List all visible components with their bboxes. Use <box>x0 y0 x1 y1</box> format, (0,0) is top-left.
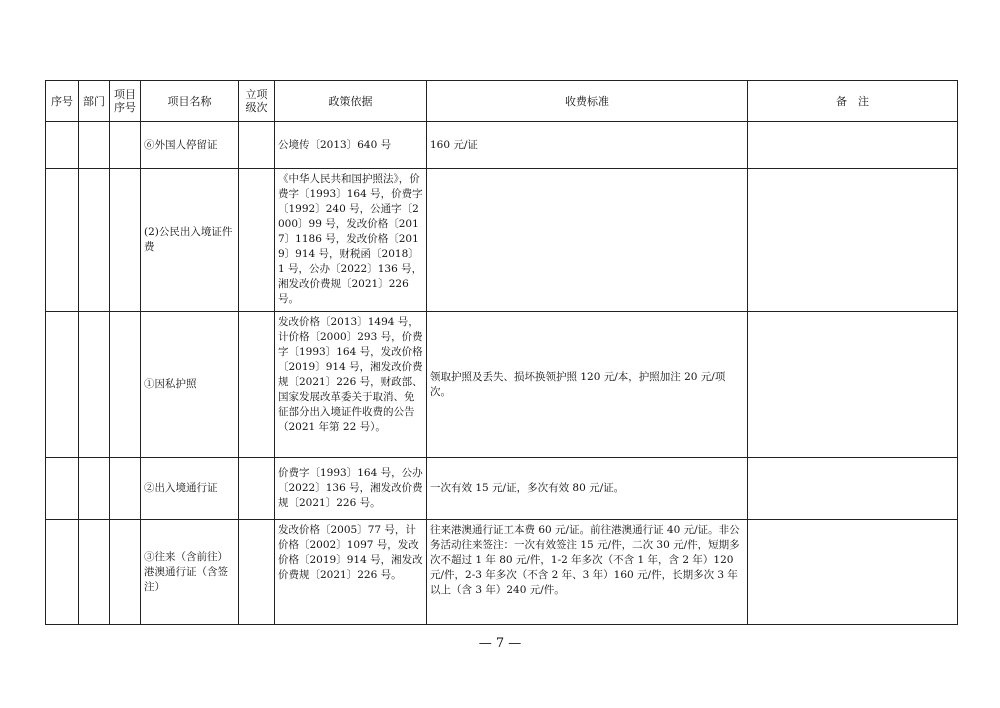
cell-fee: 160 元/证 <box>427 122 748 169</box>
header-item-name: 项目名称 <box>141 81 239 122</box>
table-row <box>46 520 958 625</box>
table-header-row <box>46 81 958 122</box>
cell-seq <box>46 312 79 458</box>
header-remarks: 备 注 <box>748 81 958 122</box>
header-policy: 政策依据 <box>275 81 427 122</box>
cell-dept <box>79 312 110 458</box>
cell-level <box>239 312 275 458</box>
cell-policy: 发改价格〔2013〕1494 号，计价格〔2000〕293 号，价费字〔1993〕164 号，发改价格〔2019〕914 号，湘发改价费规〔2021〕226 号，财政部、国家发展改革委关于取消、免征部分出入境证件收费的公告（2021 年第 22 号）。 <box>275 312 427 458</box>
header-item-seq: 项目序号 <box>110 81 141 122</box>
cell-dept <box>79 520 110 625</box>
header-seq: 序号 <box>46 81 79 122</box>
cell-item-name: (2)公民出入境证件费 <box>141 169 239 312</box>
cell-item-name: ②出入境通行证 <box>141 458 239 520</box>
cell-seq <box>46 458 79 520</box>
page-number: — 7 — <box>478 636 522 651</box>
header-fee: 收费标准 <box>427 81 748 122</box>
cell-dept <box>79 169 110 312</box>
cell-fee: 领取护照及丢失、损坏换领护照 120 元/本，护照加注 20 元/项次。 <box>427 312 748 458</box>
cell-policy: 发改价格〔2005〕77 号，计价格〔2002〕1097 号，发改价格〔2019〕914 号，湘发改价费规〔2021〕226 号。 <box>275 520 427 625</box>
cell-seq <box>46 122 79 169</box>
cell-remarks <box>748 169 958 312</box>
cell-dept <box>79 458 110 520</box>
cell-fee: 往来港澳通行证工本费 60 元/证。前往港澳通行证 40 元/证。非公务活动往来签注：一次有效签注 15 元/件，二次 30 元/件，短期多次不超过 1 年 80 元/件，1-2 年多次（不含 1 年，含 2 年）120 元/件，2-3 年多次（不含 2 年、3 年）160 元/件，长期多次 3 年以上（含 3 年）240 元/件。 <box>427 520 748 625</box>
cell-level <box>239 169 275 312</box>
cell-item-name: ⑥外国人停留证 <box>141 122 239 169</box>
cell-level <box>239 520 275 625</box>
cell-item-name: ①因私护照 <box>141 312 239 458</box>
table-row <box>46 312 958 458</box>
header-level: 立项级次 <box>239 81 275 122</box>
cell-remarks <box>748 312 958 458</box>
cell-remarks <box>748 458 958 520</box>
cell-item-seq <box>110 520 141 625</box>
cell-level <box>239 458 275 520</box>
cell-fee: 一次有效 15 元/证，多次有效 80 元/证。 <box>427 458 748 520</box>
cell-item-seq <box>110 169 141 312</box>
table-row <box>46 122 958 169</box>
cell-item-seq <box>110 312 141 458</box>
fee-standards-table <box>45 80 958 625</box>
cell-remarks <box>748 520 958 625</box>
cell-item-name: ③往来（含前往）港澳通行证（含签注） <box>141 520 239 625</box>
table-row <box>46 169 958 312</box>
header-dept: 部门 <box>79 81 110 122</box>
cell-level <box>239 122 275 169</box>
cell-seq <box>46 520 79 625</box>
cell-item-seq <box>110 122 141 169</box>
cell-seq <box>46 169 79 312</box>
cell-item-seq <box>110 458 141 520</box>
cell-policy: 《中华人民共和国护照法》，价费字〔1993〕164 号，价费字〔1992〕240 号，公通字〔2000〕99 号，发改价格〔2017〕1186 号，发改价格〔2019〕914 号，财税函〔2018〕1 号，公办〔2022〕136 号，湘发改价费规〔2021〕226 号。 <box>275 169 427 312</box>
cell-dept <box>79 122 110 169</box>
cell-policy: 公境传〔2013〕640 号 <box>275 122 427 169</box>
cell-fee <box>427 169 748 312</box>
table-row <box>46 458 958 520</box>
cell-policy: 价费字〔1993〕164 号，公办〔2022〕136 号，湘发改价费规〔2021〕226 号。 <box>275 458 427 520</box>
cell-remarks <box>748 122 958 169</box>
